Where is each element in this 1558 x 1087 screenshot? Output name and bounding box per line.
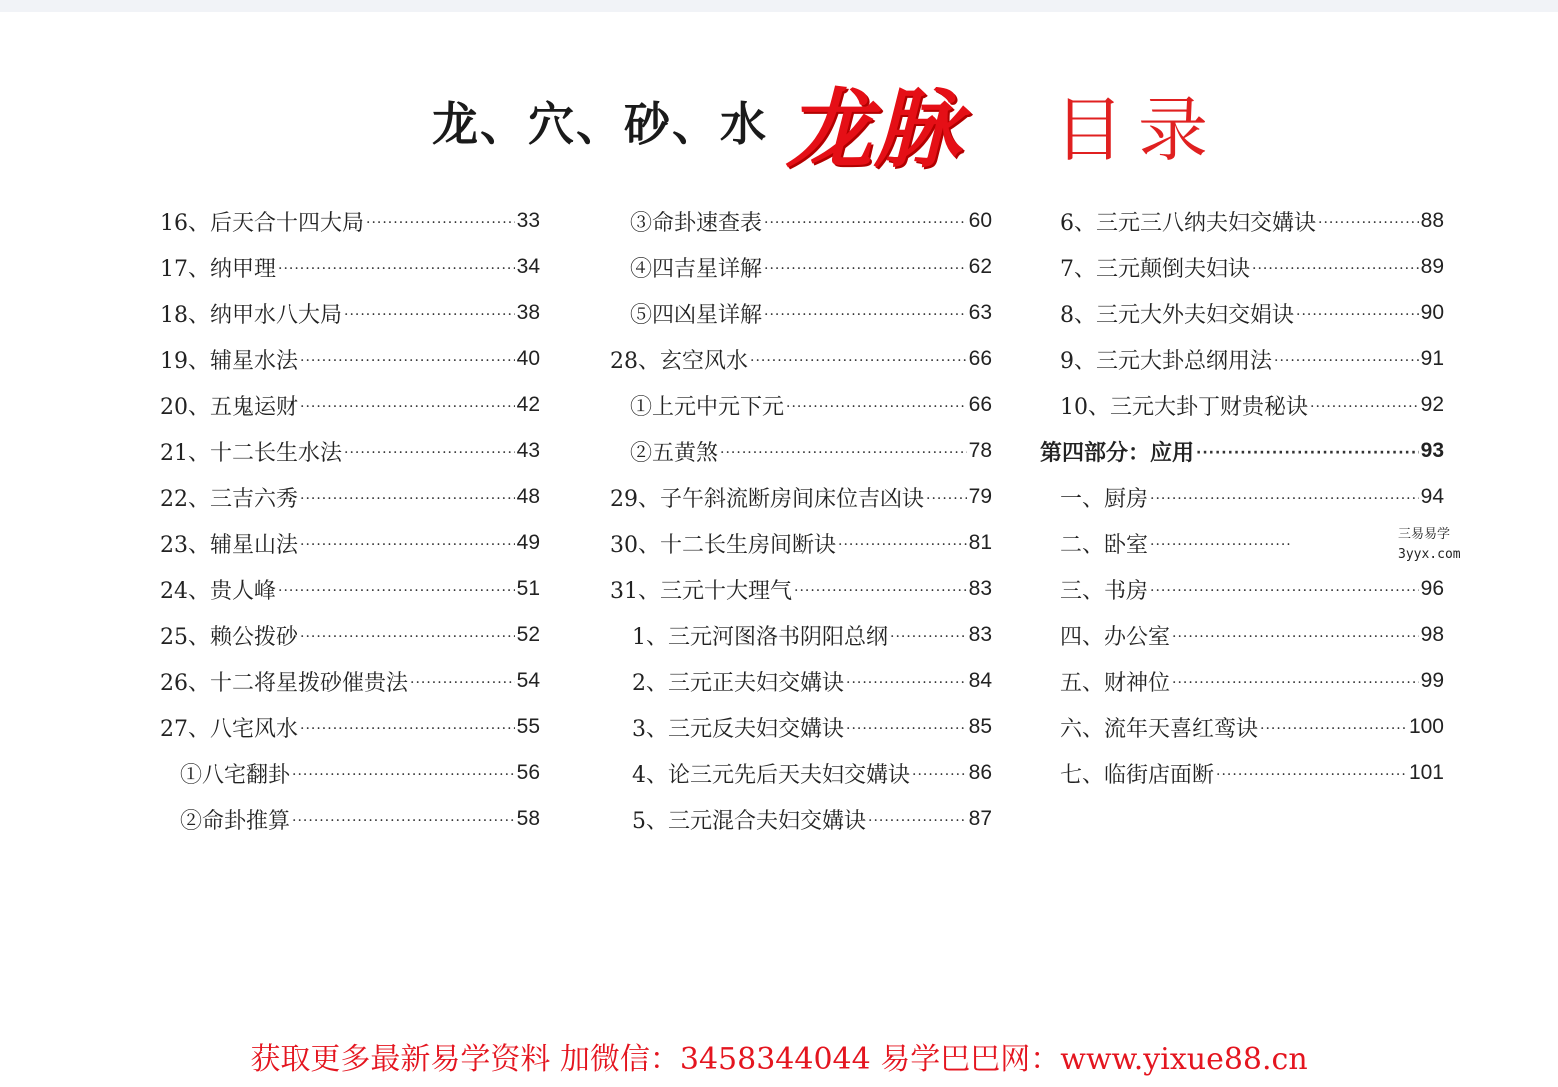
- watermark-stamp: [1398, 525, 1478, 565]
- toc-leader-dots: [926, 491, 967, 507]
- toc-entry-label: 18、纳甲水八大局: [160, 302, 342, 328]
- toc-entry: [610, 474, 992, 520]
- toc-entry: [610, 520, 992, 566]
- toc-entry: [160, 474, 540, 520]
- toc-entry-label: 一、厨房: [1060, 486, 1149, 512]
- toc-entry-label: 16、后天合十四大局: [160, 210, 364, 236]
- toc-entry-label: 七、临街店面断: [1060, 762, 1215, 788]
- toc-entry-page: 100: [1408, 715, 1444, 738]
- toc-leader-dots: [764, 215, 967, 231]
- toc-leader-dots: [764, 261, 967, 277]
- toc-entry-label: 24、贵人峰: [160, 578, 276, 604]
- toc-leader-dots: [1260, 721, 1407, 737]
- toc-entry-page: 60: [968, 209, 992, 232]
- toc-entry-label: 17、纳甲理: [160, 256, 276, 282]
- toc-leader-dots: [838, 537, 967, 553]
- toc-leader-dots: [344, 307, 515, 323]
- toc-entry: [610, 704, 992, 750]
- toc-entry: [160, 198, 540, 244]
- toc-entry-label: 1、三元河图洛书阴阳总纲: [632, 624, 888, 650]
- toc-entry-page: 38: [516, 301, 540, 324]
- toc-entry-page: 88: [1420, 209, 1444, 232]
- toc-leader-dots: [344, 445, 515, 461]
- toc-entry-page: 42: [516, 393, 540, 416]
- toc-entry-page: 93: [1420, 439, 1444, 462]
- toc-entry: [160, 796, 540, 842]
- toc-leader-dots: [410, 675, 515, 691]
- toc-entry-page: 54: [516, 669, 540, 692]
- toc-entry-label: ④四吉星详解: [630, 256, 763, 282]
- toc-leader-dots: [1150, 537, 1292, 553]
- toc-leader-dots: [300, 399, 515, 415]
- toc-entry: [160, 704, 540, 750]
- toc-entry-page: 83: [968, 623, 992, 646]
- toc-entry-label: 31、三元十大理气: [610, 578, 792, 604]
- stamp-line-1: 三易易学: [1398, 527, 1451, 542]
- toc-entry: [610, 566, 992, 612]
- toc-entry-page: 91: [1420, 347, 1444, 370]
- page-title: [0, 50, 1558, 180]
- toc-leader-dots: [1196, 445, 1419, 461]
- toc-entry: [1040, 244, 1444, 290]
- toc-entry: [610, 750, 992, 796]
- toc-leader-dots: [366, 215, 515, 231]
- toc-entry: [1040, 612, 1444, 658]
- toc-entry-label: 21、十二长生水法: [160, 440, 342, 466]
- toc-entry-page: 43: [516, 439, 540, 462]
- toc-entry: [1040, 704, 1444, 750]
- toc-leader-dots: [1216, 767, 1407, 783]
- toc-entry: [1040, 658, 1444, 704]
- toc-entry: [1040, 382, 1444, 428]
- toc-entry: [610, 428, 992, 474]
- toc-leader-dots: [1310, 399, 1419, 415]
- toc-entry-page: 78: [968, 439, 992, 462]
- toc-entry-page: 55: [516, 715, 540, 738]
- toc-leader-dots: [300, 353, 515, 369]
- toc-entry: [610, 658, 992, 704]
- toc-entry: [1040, 290, 1444, 336]
- toc-entry-label: 9、三元大卦总纲用法: [1060, 348, 1272, 374]
- toc-entry-page: 52: [516, 623, 540, 646]
- toc-entry-label: 19、辅星水法: [160, 348, 298, 374]
- toc-entry: [160, 566, 540, 612]
- toc-entry-page: 96: [1420, 577, 1444, 600]
- toc-entry: [160, 750, 540, 796]
- toc-entry-page: 85: [968, 715, 992, 738]
- toc-entry-label: 5、三元混合夫妇交媾诀: [632, 808, 866, 834]
- toc-entry-page: 56: [516, 761, 540, 784]
- toc-entry: [160, 336, 540, 382]
- toc-entry-page: 94: [1420, 485, 1444, 508]
- toc-leader-dots: [846, 721, 967, 737]
- toc-entry-label: 23、辅星山法: [160, 532, 298, 558]
- toc-entry-page: 58: [516, 807, 540, 830]
- toc-entry: [160, 520, 540, 566]
- toc-entry-label: ⑤四凶星详解: [630, 302, 763, 328]
- stamp-line-2: 3yyx.com: [1398, 547, 1461, 562]
- toc-entry-label: 27、八宅风水: [160, 716, 298, 742]
- toc-entry: [160, 244, 540, 290]
- toc-entry: [1040, 750, 1444, 796]
- toc-entry-label: 六、流年天喜红鸾诀: [1060, 716, 1259, 742]
- toc-entry-label: 3、三元反夫妇交媾诀: [632, 716, 844, 742]
- toc-entry: [1040, 566, 1444, 612]
- toc-entry-label: 20、五鬼运财: [160, 394, 298, 420]
- toc-entry-label: 10、三元大卦丁财贵秘诀: [1060, 394, 1308, 420]
- toc-entry: [160, 658, 540, 704]
- toc-entry-page: 79: [968, 485, 992, 508]
- toc-entry-label: 第四部分：应用: [1040, 440, 1195, 466]
- toc-entry: [610, 290, 992, 336]
- toc-entry-page: 49: [516, 531, 540, 554]
- footer-promo: 获取更多最新易学资料 加微信：3458344044 易学巴巴网：www.yixue88.cn: [250, 1042, 1308, 1077]
- top-bar: [0, 0, 1558, 12]
- toc-entry-label: 四、办公室: [1060, 624, 1171, 650]
- toc-entry-page: 66: [968, 347, 992, 370]
- toc-leader-dots: [868, 813, 967, 829]
- toc-entry: [610, 244, 992, 290]
- toc-leader-dots: [846, 675, 967, 691]
- toc-entry-label: 五、财神位: [1060, 670, 1171, 696]
- toc-leader-dots: [1296, 307, 1419, 323]
- toc-entry-page: 87: [968, 807, 992, 830]
- toc-leader-dots: [794, 583, 967, 599]
- toc-entry-page: 89: [1420, 255, 1444, 278]
- toc-leader-dots: [278, 261, 515, 277]
- toc-entry: [160, 612, 540, 658]
- toc-leader-dots: [1252, 261, 1419, 277]
- toc-entry-label: 26、十二将星拨砂催贵法: [160, 670, 408, 696]
- toc-entry-label: 22、三吉六秀: [160, 486, 298, 512]
- toc-leader-dots: [764, 307, 967, 323]
- toc-leader-dots: [1150, 583, 1419, 599]
- toc-entry-page: 86: [968, 761, 992, 784]
- toc-entry: [1040, 336, 1444, 382]
- toc-entry-label: 2、三元正夫妇交媾诀: [632, 670, 844, 696]
- toc-entry-label: ③命卦速查表: [630, 210, 763, 236]
- toc-leader-dots: [890, 629, 967, 645]
- toc-entry-page: 34: [516, 255, 540, 278]
- toc-entry-label: ②五黄煞: [630, 440, 719, 466]
- toc-entry-page: 92: [1420, 393, 1444, 416]
- toc-leader-dots: [1318, 215, 1419, 231]
- toc-leader-dots: [786, 399, 967, 415]
- toc-leader-dots: [300, 629, 515, 645]
- toc-entry: [1040, 428, 1444, 474]
- toc-entry-page: 101: [1408, 761, 1444, 784]
- toc-leader-dots: [300, 491, 515, 507]
- toc-leader-dots: [278, 583, 515, 599]
- toc-leader-dots: [1172, 675, 1419, 691]
- toc-entry-label: 8、三元大外夫妇交娟诀: [1060, 302, 1294, 328]
- toc-entry-page: 63: [968, 301, 992, 324]
- title-brush-logo: 龙脉: [786, 80, 962, 180]
- toc-entry: [1040, 474, 1444, 520]
- toc-leader-dots: [300, 721, 515, 737]
- toc-entry: [610, 382, 992, 428]
- toc-entry: [610, 336, 992, 382]
- toc-entry-label: 三、书房: [1060, 578, 1149, 604]
- toc-entry-page: 84: [968, 669, 992, 692]
- toc-leader-dots: [720, 445, 967, 461]
- toc-entry-label: 28、玄空风水: [610, 348, 748, 374]
- toc-entry-label: 二、卧室: [1060, 532, 1149, 558]
- toc-entry-page: 51: [516, 577, 540, 600]
- toc-entry: [160, 382, 540, 428]
- toc-entry-page: 99: [1420, 669, 1444, 692]
- toc-entry-page: 66: [968, 393, 992, 416]
- toc-entry: [1040, 198, 1444, 244]
- toc-column-1: [160, 198, 540, 842]
- title-lead: 龙、穴、砂、水: [432, 97, 768, 151]
- toc-leader-dots: [292, 813, 515, 829]
- toc-leader-dots: [750, 353, 967, 369]
- toc-entry: [610, 198, 992, 244]
- toc-entry: [1040, 520, 1444, 566]
- toc-entry-label: 29、子午斜流断房间床位吉凶诀: [610, 486, 924, 512]
- toc-entry-page: 33: [516, 209, 540, 232]
- toc-leader-dots: [912, 767, 967, 783]
- toc-leader-dots: [1150, 491, 1419, 507]
- toc-column-3: [1040, 198, 1444, 796]
- toc-entry-label: ①八宅翻卦: [180, 762, 291, 788]
- toc-entry-label: 30、十二长生房间断诀: [610, 532, 836, 558]
- toc-entry-page: 81: [968, 531, 992, 554]
- toc-column-2: [610, 198, 992, 842]
- toc-entry-label: ②命卦推算: [180, 808, 291, 834]
- toc-entry-page: 90: [1420, 301, 1444, 324]
- toc-entry-page: 40: [516, 347, 540, 370]
- toc-entry-page: 98: [1420, 623, 1444, 646]
- toc-entry-page: 62: [968, 255, 992, 278]
- toc-entry: [610, 796, 992, 842]
- toc-entry-label: 4、论三元先后天夫妇交媾诀: [632, 762, 910, 788]
- toc-entry-label: 6、三元三八纳夫妇交媾诀: [1060, 210, 1316, 236]
- toc-entry-label: 7、三元颠倒夫妇诀: [1060, 256, 1250, 282]
- title-mulu: 目录: [1054, 89, 1222, 171]
- toc-entry-page: 48: [516, 485, 540, 508]
- toc-entry-label: 25、赖公拨砂: [160, 624, 298, 650]
- toc-leader-dots: [292, 767, 515, 783]
- toc-entry: [610, 612, 992, 658]
- toc-entry-label: ①上元中元下元: [630, 394, 785, 420]
- toc-leader-dots: [1172, 629, 1419, 645]
- toc-leader-dots: [1274, 353, 1419, 369]
- toc-entry: [160, 428, 540, 474]
- toc-entry: [160, 290, 540, 336]
- toc-entry-page: 83: [968, 577, 992, 600]
- toc-leader-dots: [300, 537, 515, 553]
